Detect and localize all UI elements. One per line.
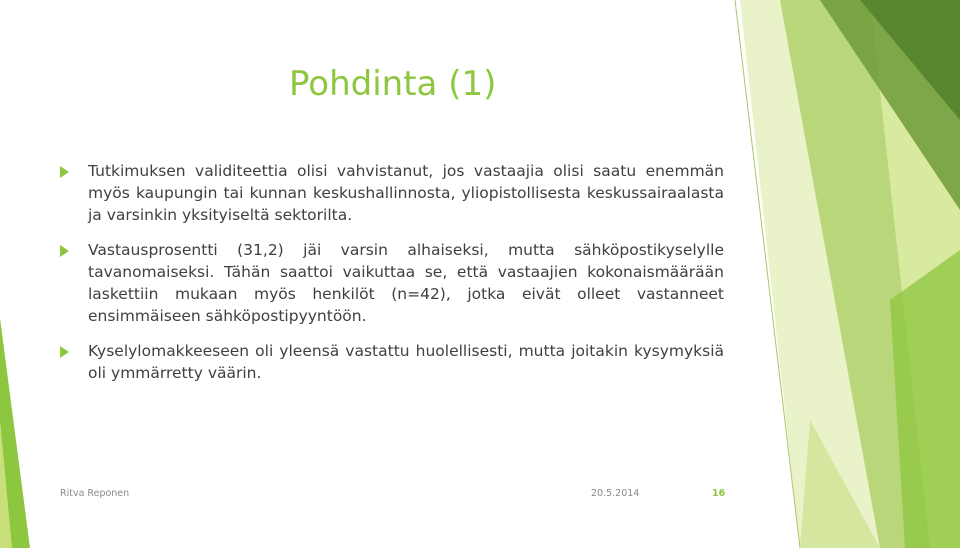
slide-title: Pohdinta (1)	[289, 64, 497, 104]
triangle-bullet-icon	[60, 245, 69, 257]
bullet-text: Tutkimuksen validiteettia olisi vahvistanut, jos vastaajia olisi saatu enemmän myös kaupungin tai kunnan keskushallinnosta, yliopistollisesta keskussairaalasta ja varsinkin yksityiseltä sektorilta.	[88, 162, 724, 224]
bullet-text: Kyselylomakkeeseen oli yleensä vastattu huolellisesti, mutta joitakin kysymyksiä oli ymmärretty väärin.	[88, 342, 724, 382]
footer-author: Ritva Reponen	[60, 488, 130, 499]
triangle-bullet-icon	[60, 346, 69, 358]
triangle-bullet-icon	[60, 166, 69, 178]
bullet-text: Vastausprosentti (31,2) jäi varsin alhaiseksi, mutta sähköpostikyselylle tavanomaiseksi. Tähän saattoi vaikuttaa se, että vastaajien kokonaismäärään laskettiin mukaan myös henkilöt (n=42), jotka eivät olleet vastanneet ensimmäiseen sähköpostipyyntöön.	[88, 241, 724, 325]
bullet-item	[60, 239, 724, 327]
bullet-item	[60, 160, 724, 226]
footer-date: 20.5.2014	[591, 488, 640, 499]
bullet-item	[60, 340, 724, 384]
bullet-list	[60, 160, 724, 397]
page-number: 16	[712, 488, 726, 499]
